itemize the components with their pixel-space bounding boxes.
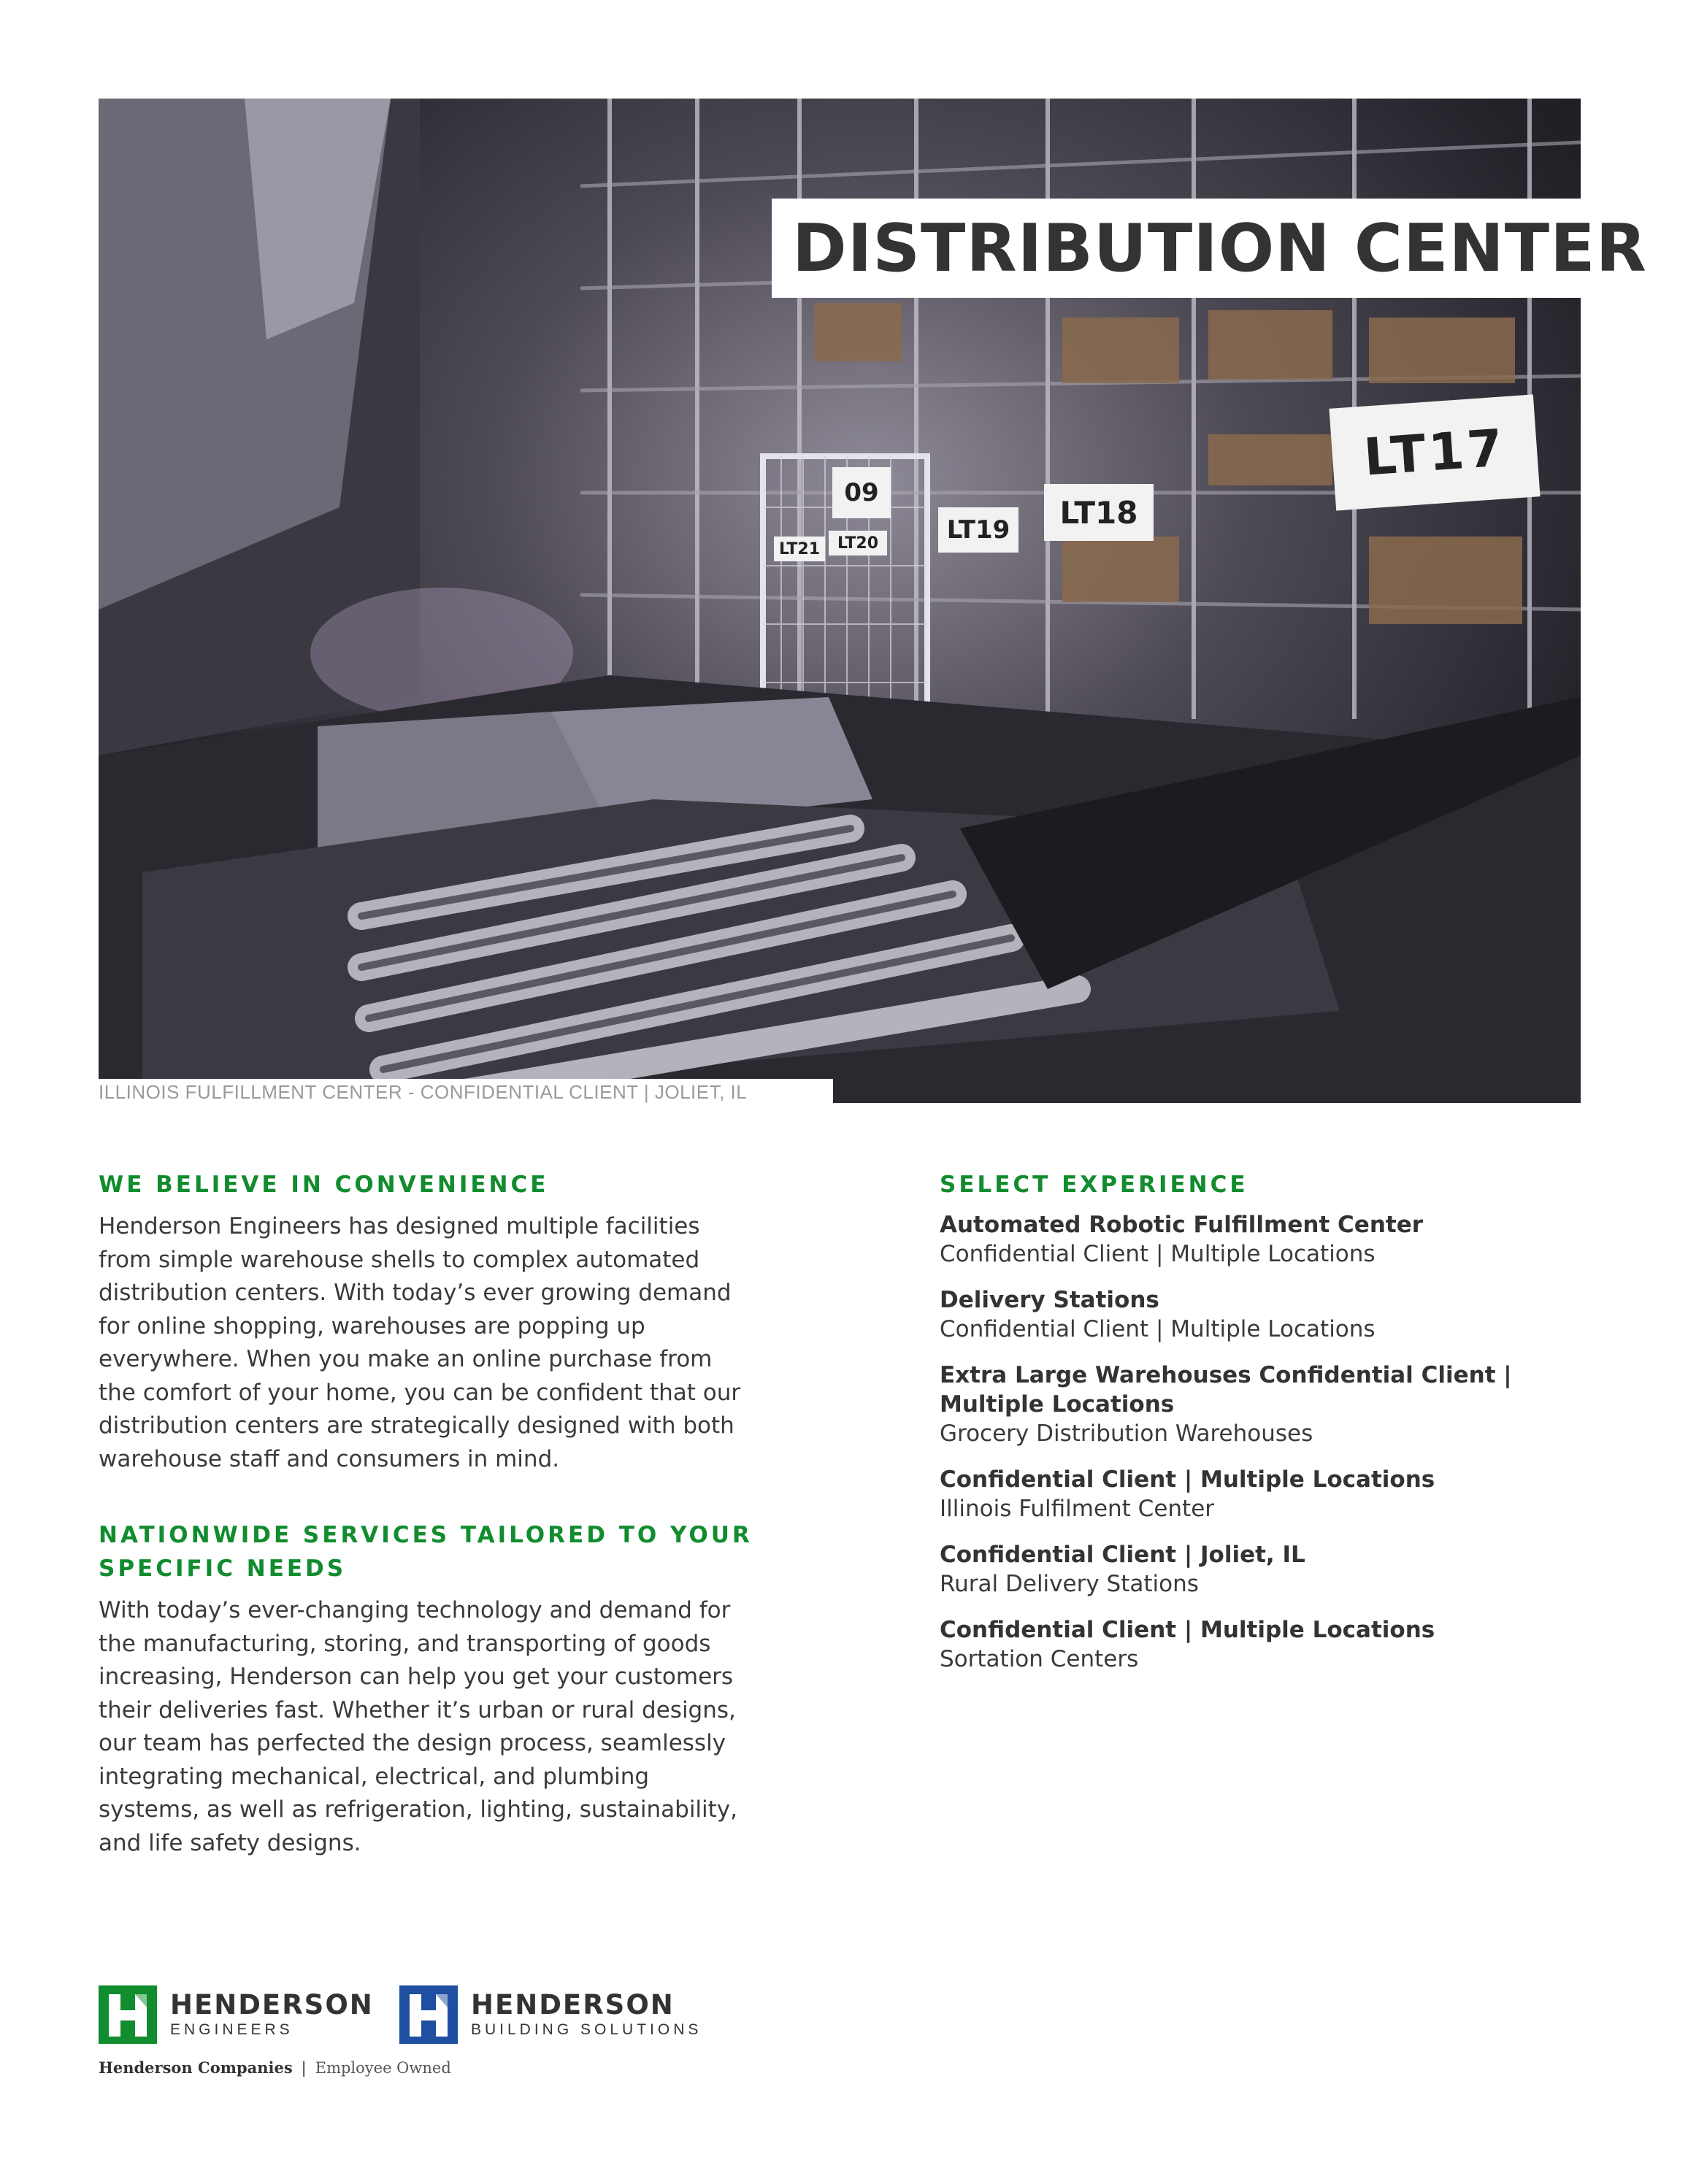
henderson-building-solutions-logo: [399, 1985, 702, 2044]
companies-tagline: [99, 2058, 451, 2077]
rack-label: LT18: [1044, 484, 1154, 541]
experience-subtitle: Confidential Client | Multiple Locations: [940, 1241, 1376, 1267]
page-title: DISTRIBUTION CENTER: [792, 209, 1647, 287]
left-column: [99, 1168, 756, 1860]
rack-label: LT19: [938, 507, 1018, 553]
heading-services: NATIONWIDE SERVICES TAILORED TO YOUR SPECIFIC NEEDS: [99, 1522, 753, 1582]
henderson-h-icon: [399, 1985, 458, 2044]
rack-label: 09: [832, 467, 891, 518]
tagline-separator: |: [301, 2059, 307, 2077]
experience-title: Confidential Client | Joliet, IL: [940, 1542, 1305, 1568]
experience-subtitle: Confidential Client | Multiple Locations: [940, 1316, 1376, 1342]
experience-title: Delivery Stations: [940, 1287, 1159, 1313]
henderson-h-icon: [99, 1985, 157, 2044]
experience-subtitle: Illinois Fulfilment Center: [940, 1496, 1215, 1522]
logo-subtitle: ENGINEERS: [170, 2021, 294, 2038]
experience-title: Automated Robotic Fulfillment Center: [940, 1212, 1424, 1238]
henderson-engineers-logo: [99, 1985, 374, 2044]
photo-caption: ILLINOIS FULFILLMENT CENTER - CONFIDENTIAL CLIENT | JOLIET, IL: [99, 1080, 748, 1103]
companies-name: Henderson Companies: [99, 2058, 293, 2077]
experience-item: [940, 1465, 1568, 1523]
experience-subtitle: Grocery Distribution Warehouses: [940, 1420, 1313, 1447]
footer-logos: [99, 1985, 829, 2088]
photo-caption-box: [99, 1079, 833, 1105]
employee-owned: Employee Owned: [315, 2059, 451, 2077]
paragraph-convenience: Henderson Engineers has designed multiple facilities from simple warehouse shells to complex automated distribution centers. With today’s ever growing demand for online shopping, warehouses are popping up everywhere. When you make an online purchase from the comfort of your home, you can be confident that our distribution centers are strategically designed with both warehouse staff and consumers in mind.: [99, 1213, 741, 1472]
experience-item: [940, 1285, 1568, 1344]
experience-item: [940, 1210, 1568, 1269]
rack-label: LT21: [774, 537, 825, 561]
page-title-box: [772, 199, 1647, 298]
experience-title: Extra Large Warehouses Confidential Client | Multiple Locations: [940, 1362, 1512, 1418]
experience-subtitle: Rural Delivery Stations: [940, 1571, 1199, 1597]
experience-item: [940, 1361, 1568, 1448]
experience-list: [940, 1210, 1568, 1674]
rack-label: LT20: [829, 531, 887, 555]
experience-title: Confidential Client | Multiple Locations: [940, 1466, 1435, 1493]
experience-item: [940, 1540, 1568, 1599]
paragraph-services: With today’s ever-changing technology and demand for the manufacturing, storing, and transporting of goods increasing, Henderson can help you get your customers their deliveries fast. Whether it’s urban or rural designs, our team has perfected the design process, seamlessly integrating mechanical, electrical, and plumbing systems, as well as refrigeration, lighting, sustainability, and life safety designs.: [99, 1597, 738, 1856]
heading-select-experience: SELECT EXPERIENCE: [940, 1172, 1248, 1198]
right-column: [940, 1168, 1568, 1691]
logo-name: HENDERSON: [170, 1989, 374, 2020]
experience-item: [940, 1615, 1568, 1674]
experience-title: Confidential Client | Multiple Locations: [940, 1617, 1435, 1643]
logo-subtitle: BUILDING SOLUTIONS: [471, 2021, 702, 2038]
logo-name: HENDERSON: [471, 1989, 675, 2020]
experience-subtitle: Sortation Centers: [940, 1646, 1139, 1672]
services-section: [99, 1518, 756, 1860]
heading-convenience: WE BELIEVE IN CONVENIENCE: [99, 1172, 549, 1198]
rack-label: LT17: [1329, 394, 1540, 510]
